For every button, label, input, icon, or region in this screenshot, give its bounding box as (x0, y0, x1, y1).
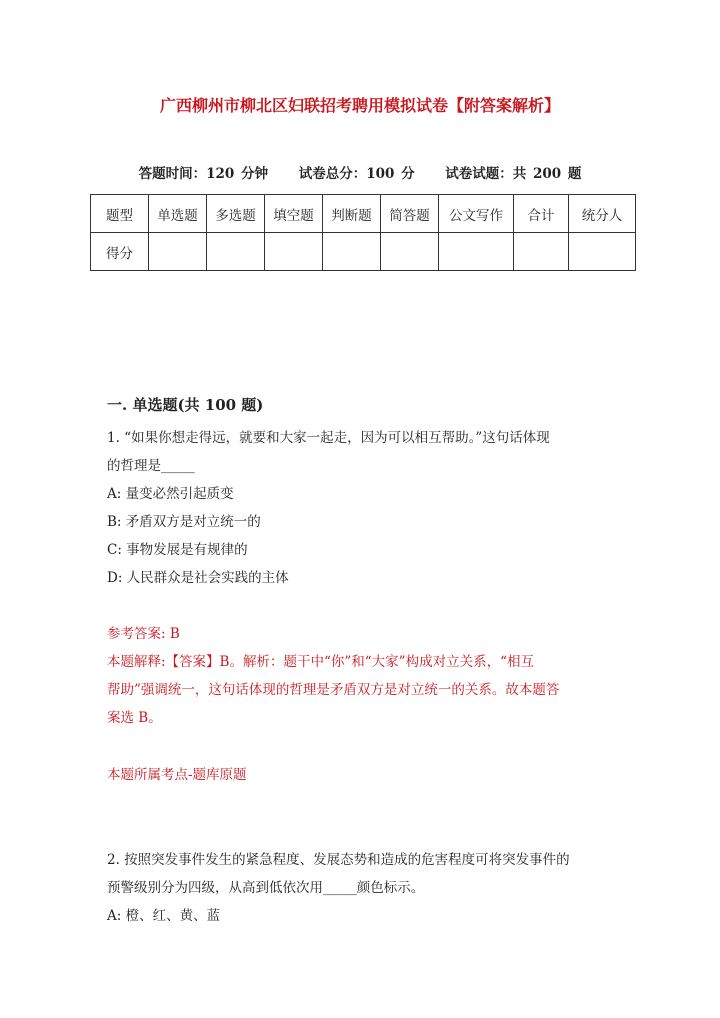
question-stem: 的哲理是_____ (107, 458, 195, 474)
score-cell (149, 233, 207, 271)
exam-total-questions: 试卷试题：共 200 题 (445, 166, 582, 182)
header-cell: 填空题 (265, 195, 323, 233)
explanation-line: 案选 B。 (107, 710, 162, 726)
header-cell: 简答题 (381, 195, 439, 233)
score-cell (514, 233, 569, 271)
score-cell (569, 233, 636, 271)
question-1-source (107, 761, 617, 789)
header-cell: 题型 (91, 195, 149, 233)
exam-total-score: 试卷总分：100 分 (298, 166, 415, 182)
exam-time: 答题时间：120 分钟 (138, 166, 268, 182)
score-table (90, 194, 636, 271)
header-cell: 判断题 (323, 195, 381, 233)
header-cell: 单选题 (149, 195, 207, 233)
question-1-answer (107, 620, 617, 732)
score-cell (265, 233, 323, 271)
score-cell (381, 233, 439, 271)
header-cell: 多选题 (207, 195, 265, 233)
reference-answer: 参考答案: B (107, 626, 180, 642)
question-stem: 预警级别分为四级，从高到低依次用_____颜色标示。 (107, 880, 425, 896)
question-1 (107, 424, 617, 592)
score-cell (323, 233, 381, 271)
header-cell: 公文写作 (439, 195, 514, 233)
document-title: 广西柳州市柳北区妇联招考聘用模拟试卷【附答案解析】 (159, 96, 560, 115)
score-table-score-row (91, 233, 636, 271)
option-a: A: 橙、红、黄、蓝 (107, 908, 221, 924)
header-cell: 统分人 (569, 195, 636, 233)
row-label-cell: 得分 (91, 233, 149, 271)
option-a: A: 量变必然引起质变 (107, 486, 234, 502)
header-cell: 合计 (514, 195, 569, 233)
exam-meta (0, 162, 720, 182)
question-stem: 1. “如果你想走得远，就要和大家一起走，因为可以相互帮助。”这句话体现 (107, 430, 550, 446)
score-table-header-row (91, 195, 636, 233)
score-cell (207, 233, 265, 271)
question-stem: 2. 按照突发事件发生的紧急程度、发展态势和造成的危害程度可将突发事件的 (107, 852, 570, 868)
section-heading: 一. 单选题(共 100 题) (107, 396, 264, 414)
option-b: B: 矛盾双方是对立统一的 (107, 514, 261, 530)
question-2 (107, 846, 617, 930)
question-source: 本题所属考点-题库原题 (107, 767, 247, 783)
option-d: D: 人民群众是社会实践的主体 (107, 570, 289, 586)
option-c: C: 事物发展是有规律的 (107, 542, 248, 558)
explanation-line: 帮助”强调统一，这句话体现的哲理是矛盾双方是对立统一的关系。故本题答 (107, 682, 560, 698)
score-cell (439, 233, 514, 271)
explanation-line: 本题解释:【答案】B。解析：题干中“你”和“大家”构成对立关系，“相互 (107, 654, 534, 670)
